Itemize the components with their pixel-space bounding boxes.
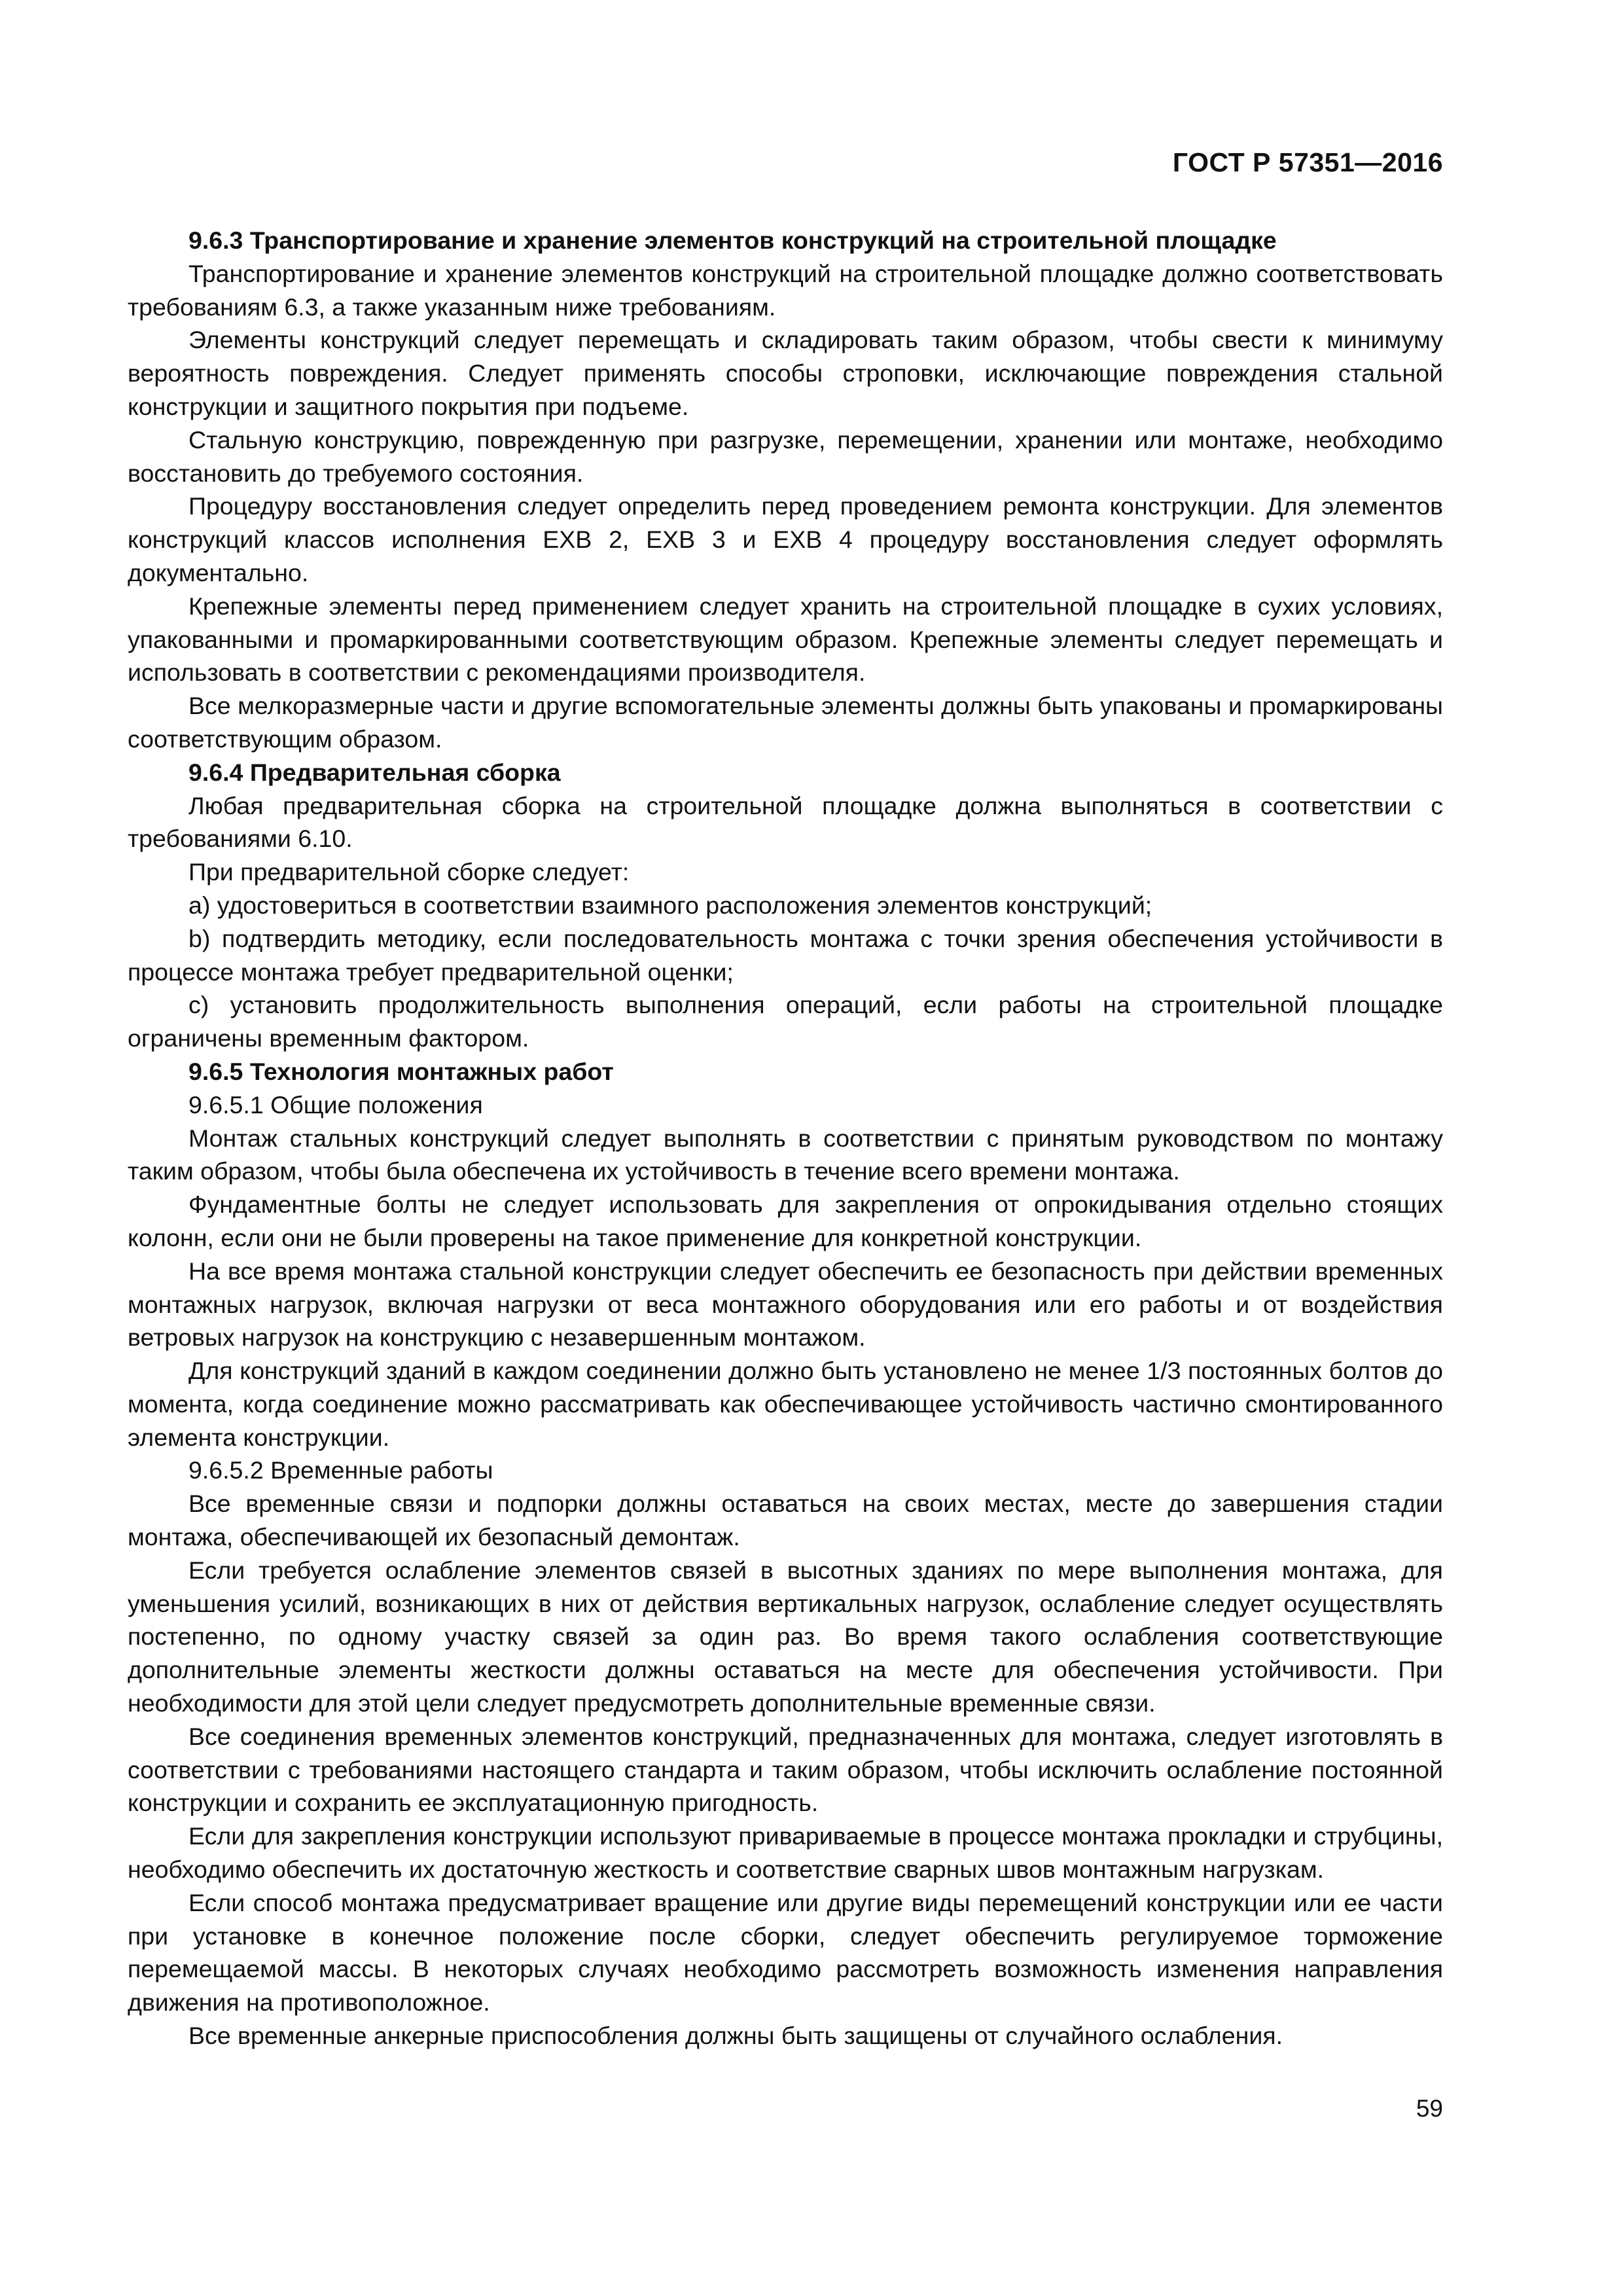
paragraph: Элементы конструкций следует перемещать и складировать таким образом, чтобы свести к минимуму вероятность повреждения. Следует применять способы строповки, исключающие повреждения стальной конструкции и защитного покрытия при подъеме. xyxy=(128,326,1443,420)
paragraph: Все соединения временных элементов конструкций, предназначенных для монтажа, следует изготовлять в соответствии с требованиями настоящего стандарта и таким образом, чтобы исключить ослабление постоянной конструкции и сохранить ее эксплуатационную пригодность. xyxy=(128,1722,1443,1817)
paragraph: Все временные связи и подпорки должны оставаться на своих местах, месте до завершения стадии монтажа, обеспечивающей их безопасный демонтаж. xyxy=(128,1490,1443,1551)
paragraph: Фундаментные болты не следует использовать для закрепления от опрокидывания отдельно стоящих колонн, если они не были проверены на такое применение для конкретной конструкции. xyxy=(128,1191,1443,1251)
subsection-heading-9-6-5-1: 9.6.5.1 Общие положения xyxy=(188,1090,483,1119)
list-item-b: b) подтвердить методику, если последовательность монтажа с точки зрения обеспечения устойчивости в процессе монтажа требует предварительной оценки; xyxy=(128,924,1443,986)
paragraph: Все мелкоразмерные части и другие вспомогательные элементы должны быть упакованы и промаркированы соответствующим образом. xyxy=(128,692,1443,753)
list-item-a: a) удостовериться в соответствии взаимного расположения элементов конструкций; xyxy=(188,891,1152,919)
paragraph: Любая предварительная сборка на строительной площадке должна выполняться в соответствии с требованиями 6.10. xyxy=(128,791,1443,853)
paragraph: Транспортирование и хранение элементов конструкций на строительной площадке должно соответствовать требованиям 6.3, а также указанным ниже требованиям. xyxy=(128,259,1443,321)
document-page xyxy=(128,0,1443,2296)
paragraph: Все временные анкерные приспособления должны быть защищены от случайного ослабления. xyxy=(188,2022,1283,2050)
paragraph: Процедуру восстановления следует определить перед проведением ремонта конструкции. Для элементов конструкций классов исполнения ЕХВ 2, ЕХВ 3 и ЕХВ 4 процедуру восстановления следует оформлять документально. xyxy=(128,492,1443,586)
paragraph: Стальную конструкцию, поврежденную при разгрузке, перемещении, хранении или монтаже, необходимо восстановить до требуемого состояния. xyxy=(128,425,1443,487)
paragraph: При предварительной сборке следует: xyxy=(188,858,630,886)
document-body xyxy=(128,224,1443,2053)
section-heading-9-6-3: 9.6.3 Транспортирование и хранение элементов конструкций на строительной площадке xyxy=(188,226,1277,254)
paragraph: Для конструкций зданий в каждом соединении должно быть установлено не менее 1/3 постоянных болтов до момента, когда соединение можно рассматривать как обеспечивающее устойчивость частично смонтированного элемента конструкции. xyxy=(128,1357,1443,1451)
page-number: 59 xyxy=(1416,2095,1443,2122)
paragraph: Если для закрепления конструкции используют привариваемые в процессе монтажа прокладки и струбцины, необходимо обеспечить их достаточную жесткость и соответствие сварных швов монтажным нагрузкам. xyxy=(128,1822,1443,1884)
paragraph: Монтаж стальных конструкций следует выполнять в соответствии с принятым руководством по монтажу таким образом, чтобы была обеспечена их устойчивость в течение всего времени монтажа. xyxy=(128,1124,1443,1185)
paragraph: Крепежные элементы перед применением следует хранить на строительной площадке в сухих условиях, упакованными и промаркированными соответствующим образом. Крепежные элементы следует перемещать и использовать в соответствии с рекомендациями производителя. xyxy=(128,592,1443,687)
paragraph: Если способ монтажа предусматривает вращение или другие виды перемещений конструкции или ее части при установке в конечное положение после сборки, следует обеспечить регулируемое торможение перемещаемой массы. В некоторых случаях необходимо рассмотреть возможность изменения направления движения на противоположное. xyxy=(128,1888,1443,2017)
list-item-c: c) установить продолжительность выполнения операций, если работы на строительной площадке ограничены временным фактором. xyxy=(128,991,1443,1052)
subsection-heading-9-6-5-2: 9.6.5.2 Временные работы xyxy=(188,1456,493,1484)
paragraph: Если требуется ослабление элементов связей в высотных зданиях по мере выполнения монтажа, для уменьшения усилий, возникающих в них от действия вертикальных нагрузок, ослабление следует осуществлять постепенно, по одному участку связей за один раз. Во время такого ослабления соответствующие дополнительные элементы жесткости должны оставаться на месте для обеспечения устойчивости. При необходимости для этой цели следует предусмотреть дополнительные временные связи. xyxy=(128,1556,1443,1717)
paragraph: На все время монтажа стальной конструкции следует обеспечить ее безопасность при действии временных монтажных нагрузок, включая нагрузки от веса монтажного оборудования или его работы и от воздействия ветровых нагрузок на конструкцию с незавершенным монтажом. xyxy=(128,1257,1443,1352)
section-heading-9-6-5: 9.6.5 Технология монтажных работ xyxy=(188,1057,614,1085)
section-heading-9-6-4: 9.6.4 Предварительная сборка xyxy=(188,758,561,786)
standard-id-header: ГОСТ Р 57351—2016 xyxy=(1172,147,1443,177)
